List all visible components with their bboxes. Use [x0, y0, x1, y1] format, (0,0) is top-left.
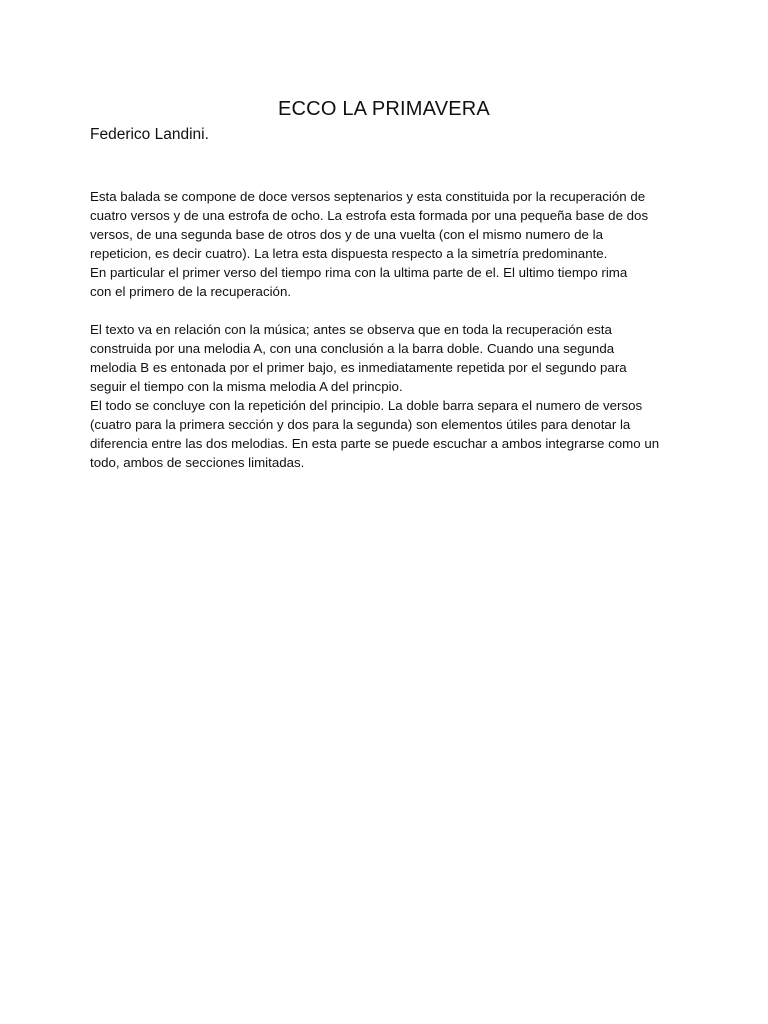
text-line: melodia B es entonada por el primer bajo, es inmediatamente repetida por el segundo para: [90, 360, 627, 375]
document-title: ECCO LA PRIMAVERA: [278, 98, 490, 120]
paragraph-1: [90, 187, 690, 301]
text-line: versos, de una segunda base de otros dos y de una vuelta (con el mismo numero de la: [90, 227, 603, 242]
text-line: diferencia entre las dos melodias. En esta parte se puede escuchar a ambos integrarse como un: [90, 436, 660, 451]
text-line: seguir el tiempo con la misma melodia A del princpio.: [90, 379, 403, 394]
text-line: El texto va en relación con la música; antes se observa que en toda la recuperación esta: [90, 322, 612, 337]
text-line: Esta balada se compone de doce versos septenarios y esta constituida por la recuperación de: [90, 189, 646, 204]
paragraph-2: [90, 320, 690, 472]
text-line: cuatro versos y de una estrofa de ocho. La estrofa esta formada por una pequeña base de dos: [90, 208, 649, 223]
text-line: todo, ambos de secciones limitadas.: [90, 455, 305, 470]
document-body: [90, 187, 690, 472]
text-line: En particular el primer verso del tiempo rima con la ultima parte de el. El ultimo tiempo rima: [90, 265, 628, 280]
document-author: Federico Landini.: [90, 126, 209, 143]
text-line: (cuatro para la primera sección y dos para la segunda) son elementos útiles para denotar la: [90, 417, 631, 432]
text-line: con el primero de la recuperación.: [90, 284, 292, 299]
text-line: El todo se concluye con la repetición del principio. La doble barra separa el numero de versos: [90, 398, 643, 413]
text-line: construida por una melodia A, con una conclusión a la barra doble. Cuando una segunda: [90, 341, 615, 356]
text-line: repeticion, es decir cuatro). La letra esta dispuesta respecto a la simetría predominante.: [90, 246, 608, 261]
paragraph-spacer: [90, 301, 690, 320]
